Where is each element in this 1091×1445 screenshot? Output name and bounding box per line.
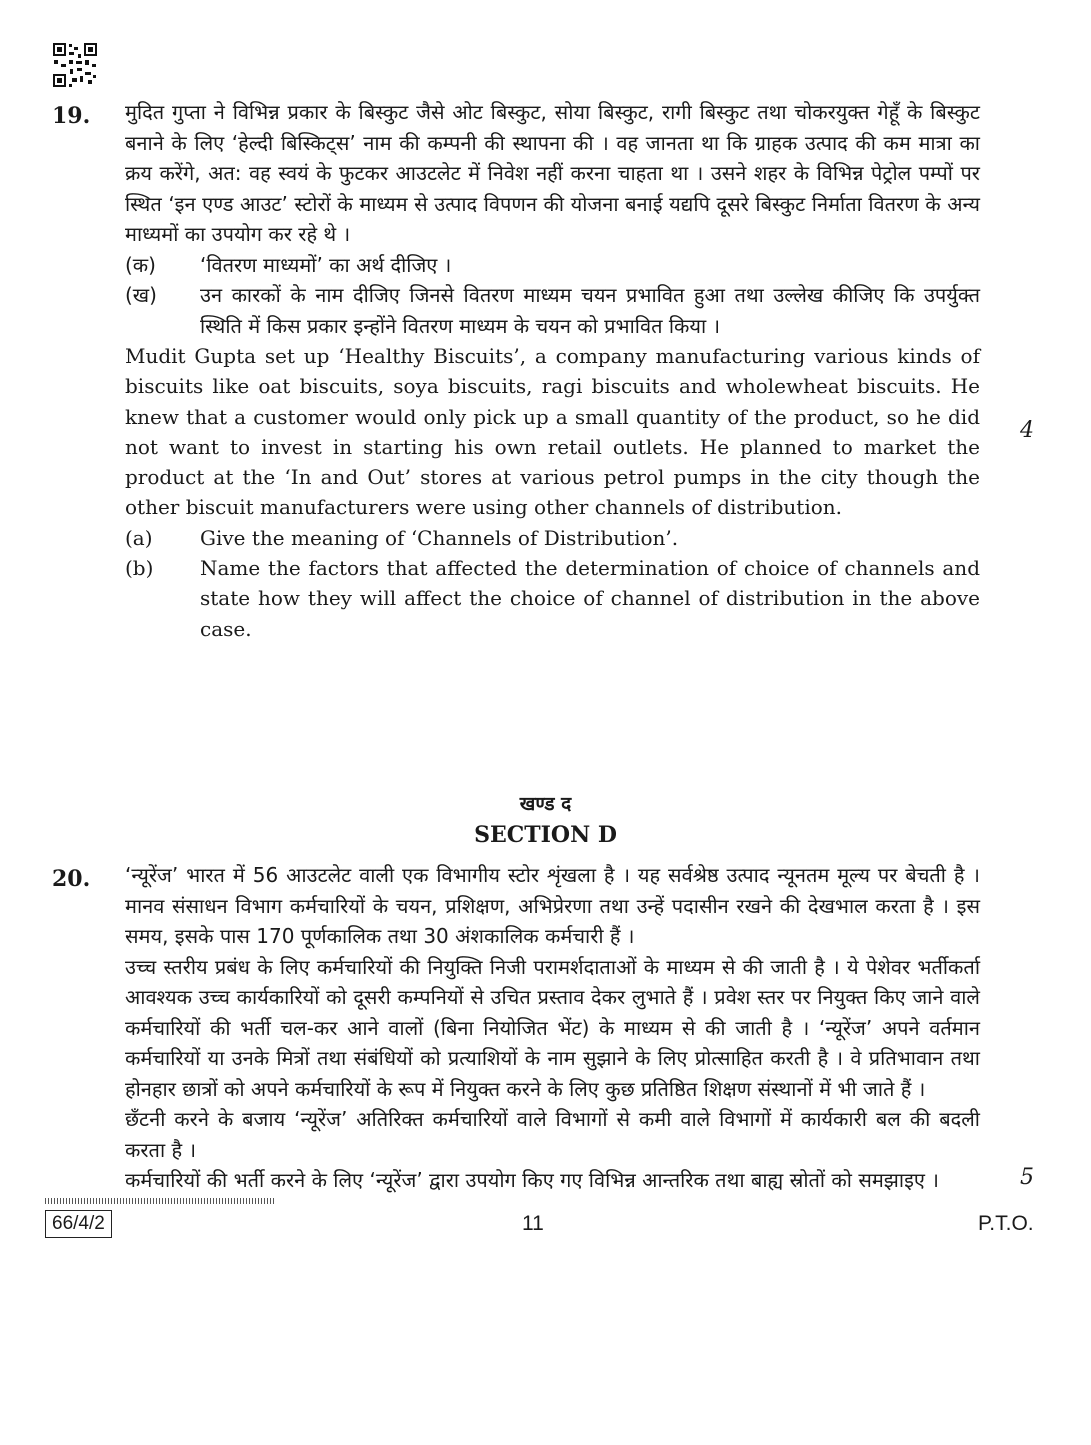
question-19: [125, 97, 980, 644]
barcode-icon: [45, 1198, 275, 1204]
question-text-english: Mudit Gupta set up ‘Healthy Biscuits’, a company manufacturing various kinds of biscuits like oat biscuits, soya biscuits, ragi biscuits and wholewheat biscuits. He knew that a customer would only pick up a small quantity of the product, so he did not want to invest in starting his own retail outlets. He planned to market the product at the ‘In and Out’ stores at various petrol pumps in the city though the other biscuit manufacturers were using other channels of distribution.: [125, 344, 980, 520]
question-paragraph: कर्मचारियों की भर्ती करने के लिए ‘न्यूरेंज’ द्वारा उपयोग किए गए विभिन्न आन्तरिक तथा बाह्य स्रोतों को समझाइए ।: [125, 1168, 939, 1192]
question-number: 20.: [52, 866, 91, 892]
sub-question-label: (b): [125, 556, 154, 581]
sub-question-english-b: [125, 553, 980, 644]
question-20: [125, 860, 980, 1196]
sub-question-text: ‘वितरण माध्यमों’ का अर्थ दीजिए ।: [200, 252, 452, 277]
sub-question-label: (a): [125, 525, 153, 550]
section-heading-english: SECTION D: [474, 822, 617, 848]
question-number: 19.: [52, 103, 91, 129]
page-number: 11: [522, 1212, 544, 1235]
pto-label: P.T.O.: [978, 1212, 1034, 1235]
sub-question-hindi-ka: [125, 250, 980, 281]
question-paragraph: छँटनी करने के बजाय ‘न्यूरेंज’ अतिरिक्त कर्मचारियों वाले विभागों से कमी वाले विभागों में कार्यकारी बल की बदली करता है ।: [125, 1107, 980, 1162]
marks-label: 4: [1020, 418, 1034, 443]
question-text-hindi: मुदित गुप्ता ने विभिन्न प्रकार के बिस्कुट जैसे ओट बिस्कुट, सोया बिस्कुट, रागी बिस्कुट तथा चोकरयुक्त गेहूँ के बिस्कुट बनाने के लिए ‘हेल्दी बिस्किट्स’ नाम की कम्पनी की स्थापना की । वह जानता था कि ग्राहक उत्पाद की कम मात्रा का क्रय करेंगे, अत: वह स्वयं के फुटकर आउटलेट में निवेश नहीं करना चाहता था । उसने शहर के विभिन्न पेट्रोल पम्पों पर स्थित ‘इन एण्ड आउट’ स्टोरों के माध्यम से उत्पाद विपणन की योजना बनाई यद्यपि दूसरे बिस्कुट निर्माता वितरण के अन्य माध्यमों का उपयोग कर रहे थे ।: [125, 100, 980, 246]
sub-question-text: Name the factors that affected the determination of choice of channels and state how they will affect the choice of channel of distribution in the above case.: [200, 556, 980, 641]
qr-code-icon: [52, 42, 98, 88]
sub-question-english-a: [125, 523, 980, 553]
sub-question-label: (क): [125, 252, 156, 277]
paper-code: 66/4/2: [45, 1210, 112, 1238]
sub-question-text: उन कारकों के नाम दीजिए जिनसे वितरण माध्यम चयन प्रभावित हुआ तथा उल्लेख कीजिए कि उपर्युक्त स्थिति में किस प्रकार इन्होंने वितरण माध्यम के चयन को प्रभावित किया ।: [200, 283, 980, 338]
marks-label: 5: [1020, 1165, 1034, 1190]
question-paragraph: उच्च स्तरीय प्रबंध के लिए कर्मचारियों की नियुक्ति निजी परामर्शदाताओं के माध्यम से की जाती है । ये पेशेवर भर्तीकर्ता आवश्यक उच्च कार्यकारियों को दूसरी कम्पनियों से उचित प्रस्ताव देकर लुभाते हैं । प्रवेश स्तर पर नियुक्त किए जाने वाले कर्मचारियों की भर्ती चल-कर आने वालों (बिना नियोजित भेंट) के माध्यम से की जाती है । ‘न्यूरेंज’ अपने वर्तमान कर्मचारियों या उनके मित्रों तथा संबंधियों को प्रत्याशियों के नाम सुझाने के लिए प्रोत्साहित करती है । वे प्रतिभावान तथा होनहार छात्रों को अपने कर्मचारियों के रूप में नियुक्त करने के लिए कुछ प्रतिष्ठित शिक्षण संस्थानों में भी जाते हैं ।: [125, 954, 980, 1101]
sub-question-hindi-kha: [125, 280, 980, 341]
section-heading-hindi: खण्ड द: [519, 793, 572, 815]
question-paragraph: ‘न्यूरेंज’ भारत में 56 आउटलेट वाली एक विभागीय स्टोर शृंखला है । यह सर्वश्रेष्ठ उत्पाद न्यूनतम मूल्य पर बेचती है । मानव संसाधन विभाग कर्मचारियों के चयन, प्रशिक्षण, अभिप्रेरणा तथा उन्हें पदासीन रखने की देखभाल करता है । इस समय, इसके पास 170 पूर्णकालिक तथा 30 अंशकालिक कर्मचारी हैं ।: [125, 863, 980, 948]
sub-question-text: Give the meaning of ‘Channels of Distribution’.: [200, 525, 679, 550]
sub-question-label: (ख): [125, 283, 157, 307]
